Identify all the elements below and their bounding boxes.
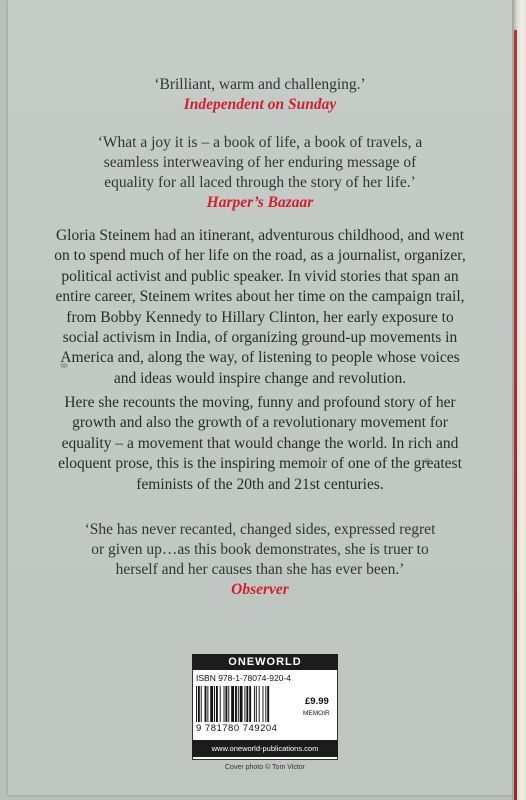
blurb-line: Here she recounts the moving, funny and profound story of her <box>64 394 456 411</box>
barcode-stripe <box>240 686 243 722</box>
barcode-stripe <box>256 686 257 722</box>
category-label: MEMOIR <box>303 710 330 717</box>
barcode-stripe <box>259 686 260 722</box>
publisher-logo: ONEWORLD <box>192 654 338 670</box>
barcode-stripe <box>216 686 218 722</box>
barcode-digits: 9 781780 749204 <box>196 723 278 734</box>
blurb-line: entire career, Steinem writes about her time on the campaign trail, <box>55 288 465 306</box>
barcode-icon <box>196 686 300 722</box>
barcode-stripe <box>246 686 248 722</box>
quote-observer <box>8 520 512 600</box>
spine-edge <box>514 30 517 800</box>
quote-line: ‘She has never recanted, changed sides, expressed regret <box>84 521 436 538</box>
price-label: £9.99 <box>305 696 329 707</box>
blurb-line: and ideas would inspire change and revolution. <box>113 369 407 387</box>
quote-harpers <box>8 133 512 213</box>
blurb-line: America and, along the way, of listening to people whose voices <box>60 349 460 367</box>
barcode-stripe <box>231 686 234 722</box>
isbn-label: ISBN 978-1-78074-920-4 <box>196 673 291 683</box>
blurb-paragraph-1 <box>8 226 512 389</box>
blurb-line: on to spend much of her life on the road, as a journalist, organizer, <box>54 247 466 265</box>
blurb-line: political activist and public speaker. In vivid stories that span an <box>61 267 459 285</box>
blurb-line: equality – a movement that would change the world. In rich and <box>61 434 459 452</box>
barcode-stripe <box>214 686 215 722</box>
quote-source: Independent on Sunday <box>183 96 337 113</box>
barcode-stripe <box>249 686 251 722</box>
barcode-stripe <box>198 686 200 722</box>
barcode-stripe <box>267 686 269 722</box>
quote-line: or given up…as this book demonstrates, she is truer to <box>91 541 429 558</box>
blurb-line: from Bobby Kennedy to Hillary Clinton, her early exposure to <box>66 308 454 326</box>
photo-credit: Cover photo © Tom Victor <box>225 764 305 771</box>
barcode-stripe <box>196 686 197 722</box>
blurb-line: feminists of the 20th and 21st centuries. <box>136 475 384 493</box>
barcode-stripe <box>228 686 229 722</box>
barcode-stripe <box>263 686 264 722</box>
blurb-line: social activism in India, of organizing ground-up movements in <box>62 329 458 347</box>
quote-line: seamless interweaving of her enduring message of <box>103 154 417 171</box>
publisher-website: www.oneworld-publications.com <box>192 740 338 757</box>
barcode-stripe <box>207 686 208 722</box>
barcode-stripe <box>224 686 225 722</box>
barcode-stripe <box>238 686 239 722</box>
barcode-stripe <box>201 686 202 722</box>
quote-line: ‘What a joy it is – a book of life, a book of travels, a <box>97 134 423 151</box>
barcode-stripe <box>210 686 213 722</box>
blurb-line: eloquent prose, this is the inspiring memoir of one of the greatest <box>58 455 462 473</box>
quote-line: equality for all laced through the story of her life.’ <box>104 174 416 191</box>
barcode-stripe <box>244 686 245 722</box>
blurb-line: Gloria Steinem had an itinerant, adventurous childhood, and went <box>55 227 465 244</box>
quote-line: herself and her causes than she has ever been.’ <box>115 561 405 578</box>
barcode-stripe <box>225 686 227 722</box>
quote-source: Observer <box>231 581 289 598</box>
barcode-stripe <box>220 686 221 722</box>
blurb-line: growth and also the growth of a revolutionary movement for <box>72 414 448 432</box>
quote-independent <box>8 75 512 115</box>
quote-line: ‘Brilliant, warm and challenging.’ <box>154 76 366 93</box>
blurb-paragraph-2 <box>8 393 512 495</box>
barcode-stripe <box>265 686 266 722</box>
barcode-stripe <box>205 686 207 722</box>
quote-source: Harper’s Bazaar <box>206 194 314 211</box>
barcode-stripe <box>254 686 255 722</box>
barcode-stripe <box>235 686 237 722</box>
